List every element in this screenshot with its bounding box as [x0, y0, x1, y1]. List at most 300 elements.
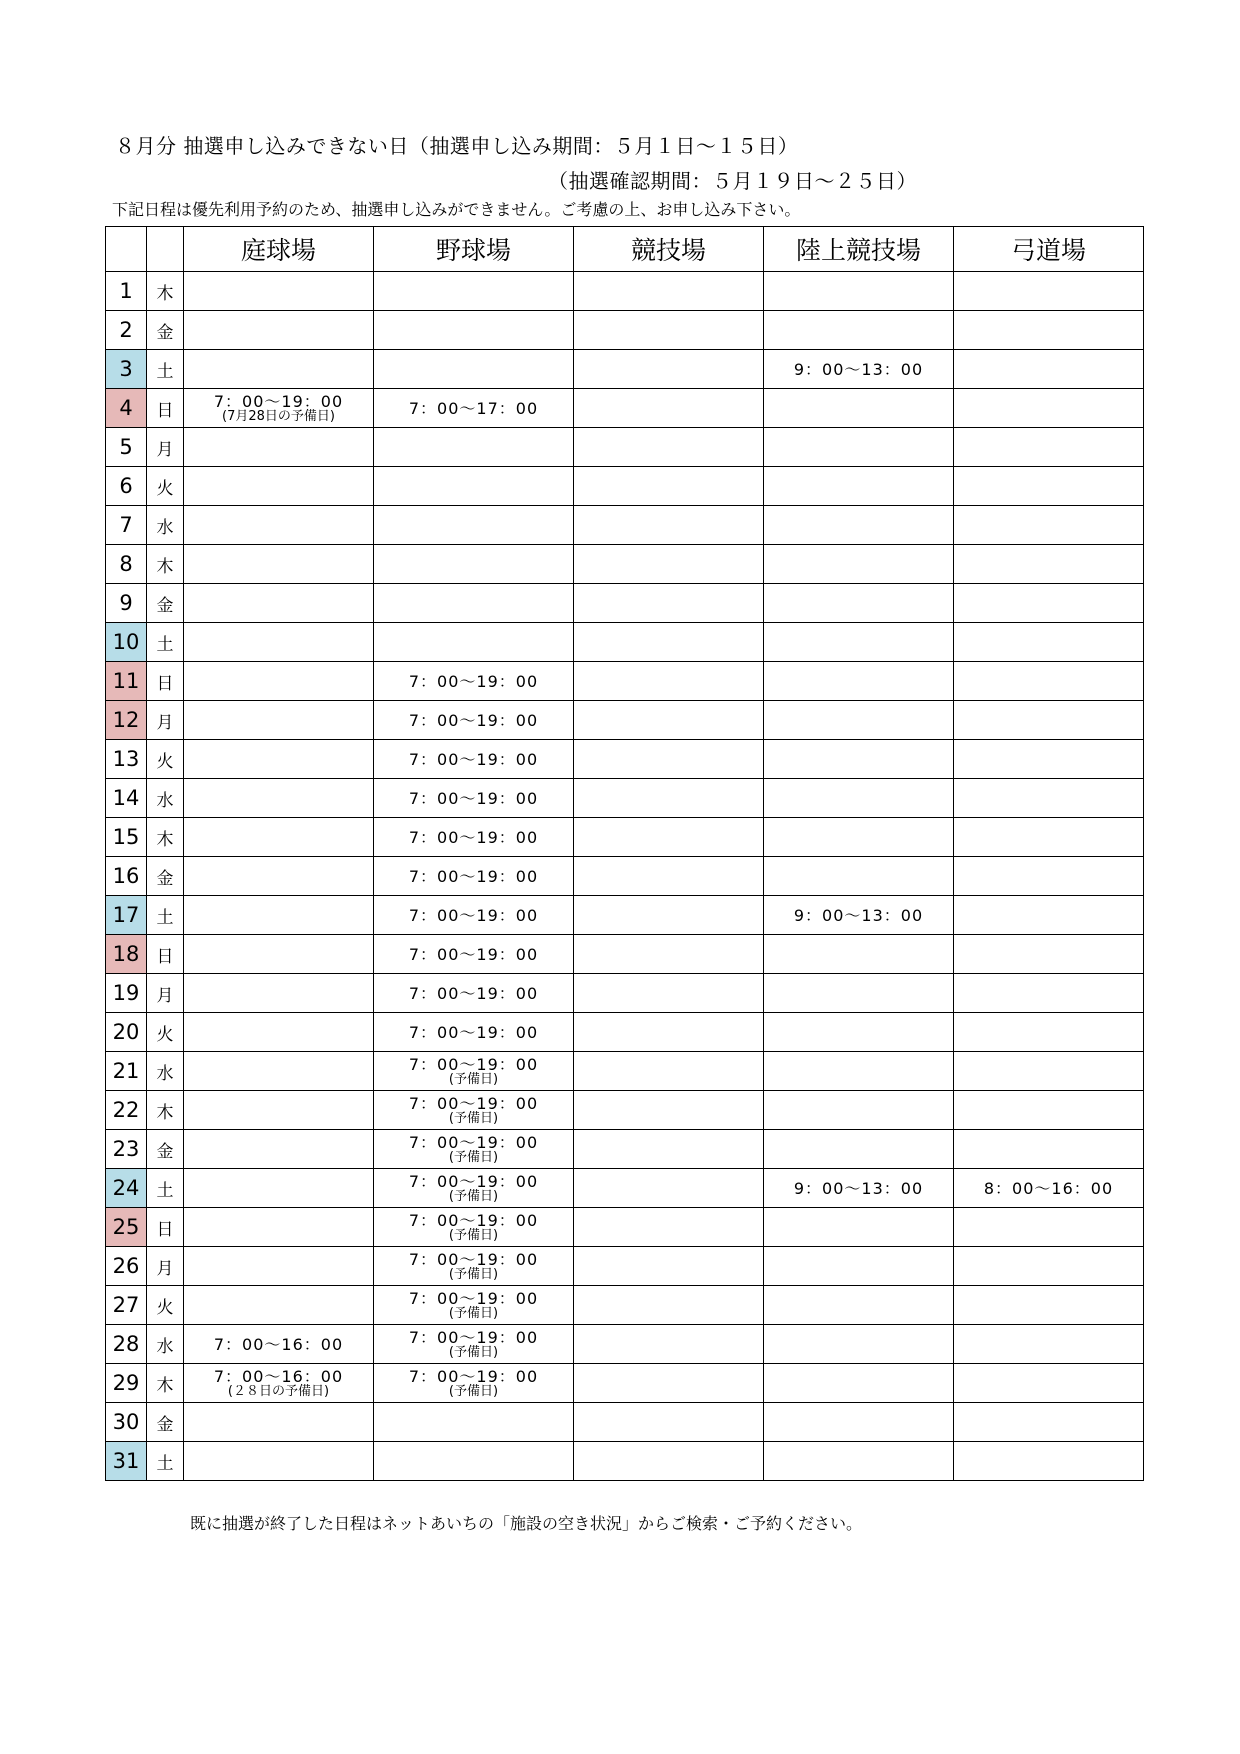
cell-archery: [954, 1208, 1144, 1247]
cell-archery: [954, 1442, 1144, 1481]
day-number: 29: [106, 1364, 147, 1403]
day-number: 6: [106, 467, 147, 506]
cell-stadium: [574, 584, 764, 623]
cell-baseball: [374, 896, 574, 935]
cell-baseball: [374, 350, 574, 389]
reserved-note: (予備日): [448, 1383, 499, 1399]
cell-athletics: [764, 584, 954, 623]
cell-stadium: [574, 545, 764, 584]
cell-tennis: [184, 1403, 374, 1442]
cell-archery: [954, 1325, 1144, 1364]
reserved-time: 7：00～16：00: [213, 1334, 344, 1354]
day-of-week: 木: [147, 1091, 184, 1130]
cell-tennis: [184, 506, 374, 545]
cell-athletics: [764, 896, 954, 935]
reserved-note: (予備日): [448, 1149, 499, 1165]
cell-baseball: [374, 584, 574, 623]
cell-stadium: [574, 1091, 764, 1130]
cell-athletics: [764, 1442, 954, 1481]
table-row: [106, 584, 1144, 623]
cell-archery: [954, 1130, 1144, 1169]
cell-athletics: [764, 1247, 954, 1286]
table-row: [106, 1364, 1144, 1403]
cell-archery: [954, 623, 1144, 662]
cell-tennis: [184, 1442, 374, 1481]
cell-athletics: [764, 1013, 954, 1052]
cell-archery: [954, 740, 1144, 779]
cell-athletics: [764, 779, 954, 818]
cell-baseball: [374, 467, 574, 506]
table-row: [106, 311, 1144, 350]
cell-archery: [954, 779, 1144, 818]
day-of-week: 火: [147, 740, 184, 779]
day-of-week: 金: [147, 311, 184, 350]
cell-baseball: [374, 1442, 574, 1481]
cell-archery: [954, 974, 1144, 1013]
day-number: 27: [106, 1286, 147, 1325]
day-number: 21: [106, 1052, 147, 1091]
page-title: ８月分 抽選申し込みできない日（抽選申し込み期間：５月１日～１５日）: [115, 134, 799, 158]
notice-text: 下記日程は優先利用予約のため、抽選申し込みができません。ご考慮の上、お申し込み下さい。: [112, 200, 801, 219]
cell-archery: [954, 1364, 1144, 1403]
cell-stadium: [574, 272, 764, 311]
table-row: [106, 506, 1144, 545]
cell-athletics: [764, 740, 954, 779]
cell-stadium: [574, 506, 764, 545]
footer-note: 既に抽選が終了した日程はネットあいちの「施設の空き状況」からご検索・ご予約ください。: [190, 1514, 863, 1533]
cell-archery: [954, 662, 1144, 701]
day-of-week: 土: [147, 1169, 184, 1208]
cell-athletics: [764, 1364, 954, 1403]
table-row: [106, 1403, 1144, 1442]
cell-tennis: [184, 974, 374, 1013]
schedule-body: [106, 272, 1144, 1481]
cell-baseball: [374, 818, 574, 857]
day-number: 12: [106, 701, 147, 740]
cell-stadium: [574, 701, 764, 740]
reserved-time: 7：00～16：00: [213, 1366, 344, 1386]
day-number: 20: [106, 1013, 147, 1052]
table-row: [106, 428, 1144, 467]
cell-stadium: [574, 740, 764, 779]
cell-athletics: [764, 1208, 954, 1247]
cell-athletics: [764, 623, 954, 662]
day-of-week: 月: [147, 974, 184, 1013]
reserved-time: 7：00～19：00: [408, 1022, 539, 1042]
cell-baseball: [374, 1091, 574, 1130]
cell-baseball: [374, 623, 574, 662]
cell-tennis: [184, 1247, 374, 1286]
day-of-week: 水: [147, 779, 184, 818]
day-of-week: 金: [147, 584, 184, 623]
table-row: [106, 1208, 1144, 1247]
cell-stadium: [574, 779, 764, 818]
reserved-time: 7：00～19：00: [408, 1210, 539, 1230]
reserved-note: (予備日): [448, 1305, 499, 1321]
cell-archery: [954, 389, 1144, 428]
day-of-week: 土: [147, 896, 184, 935]
cell-tennis: [184, 584, 374, 623]
day-number: 31: [106, 1442, 147, 1481]
cell-baseball: [374, 1013, 574, 1052]
day-of-week: 日: [147, 1208, 184, 1247]
table-row: [106, 740, 1144, 779]
cell-archery: [954, 1403, 1144, 1442]
cell-archery: [954, 1013, 1144, 1052]
cell-baseball: [374, 1130, 574, 1169]
header-athletics: 陸上競技場: [764, 227, 954, 272]
table-row: [106, 1130, 1144, 1169]
cell-stadium: [574, 467, 764, 506]
cell-stadium: [574, 857, 764, 896]
table-row: [106, 896, 1144, 935]
reserved-time: 8：00～16：00: [983, 1178, 1114, 1198]
cell-archery: [954, 818, 1144, 857]
cell-stadium: [574, 1247, 764, 1286]
cell-tennis: [184, 740, 374, 779]
day-of-week: 水: [147, 1325, 184, 1364]
day-of-week: 木: [147, 1364, 184, 1403]
header-archery: 弓道場: [954, 227, 1144, 272]
cell-archery: [954, 1247, 1144, 1286]
cell-archery: [954, 935, 1144, 974]
cell-archery: [954, 1091, 1144, 1130]
reserved-note: (予備日): [448, 1344, 499, 1360]
day-of-week: 金: [147, 1130, 184, 1169]
cell-tennis: [184, 1208, 374, 1247]
cell-stadium: [574, 389, 764, 428]
day-number: 1: [106, 272, 147, 311]
reserved-time: 7：00～19：00: [408, 1132, 539, 1152]
cell-stadium: [574, 428, 764, 467]
cell-baseball: [374, 428, 574, 467]
cell-athletics: [764, 935, 954, 974]
reserved-time: 7：00～19：00: [408, 866, 539, 886]
day-number: 7: [106, 506, 147, 545]
cell-stadium: [574, 1013, 764, 1052]
day-number: 17: [106, 896, 147, 935]
reserved-note: (予備日): [448, 1227, 499, 1243]
cell-stadium: [574, 1052, 764, 1091]
cell-archery: [954, 467, 1144, 506]
cell-stadium: [574, 935, 764, 974]
table-row: [106, 350, 1144, 389]
table-row: [106, 1286, 1144, 1325]
reserved-time: 7：00～19：00: [408, 944, 539, 964]
day-of-week: 木: [147, 818, 184, 857]
cell-baseball: [374, 1169, 574, 1208]
day-number: 13: [106, 740, 147, 779]
cell-stadium: [574, 896, 764, 935]
cell-baseball: [374, 311, 574, 350]
cell-archery: [954, 506, 1144, 545]
reserved-time: 9：00～13：00: [793, 359, 924, 379]
cell-tennis: [184, 1013, 374, 1052]
header-stadium: 競技場: [574, 227, 764, 272]
day-number: 11: [106, 662, 147, 701]
cell-athletics: [764, 1052, 954, 1091]
cell-tennis: [184, 857, 374, 896]
cell-stadium: [574, 1442, 764, 1481]
cell-tennis: [184, 701, 374, 740]
cell-archery: [954, 701, 1144, 740]
cell-athletics: [764, 545, 954, 584]
table-row: [106, 935, 1144, 974]
cell-stadium: [574, 1286, 764, 1325]
day-of-week: 土: [147, 1442, 184, 1481]
reserved-time: 9：00～13：00: [793, 905, 924, 925]
cell-athletics: [764, 1403, 954, 1442]
cell-stadium: [574, 1130, 764, 1169]
cell-baseball: [374, 1325, 574, 1364]
table-row: [106, 857, 1144, 896]
day-number: 19: [106, 974, 147, 1013]
cell-athletics: [764, 857, 954, 896]
cell-tennis: [184, 350, 374, 389]
reserved-time: 7：00～19：00: [408, 983, 539, 1003]
cell-tennis: [184, 935, 374, 974]
cell-baseball: [374, 1208, 574, 1247]
cell-stadium: [574, 1364, 764, 1403]
day-number: 23: [106, 1130, 147, 1169]
day-number: 2: [106, 311, 147, 350]
cell-archery: [954, 896, 1144, 935]
day-of-week: 金: [147, 857, 184, 896]
day-number: 28: [106, 1325, 147, 1364]
cell-stadium: [574, 350, 764, 389]
cell-stadium: [574, 974, 764, 1013]
cell-athletics: [764, 389, 954, 428]
cell-athletics: [764, 272, 954, 311]
day-number: 30: [106, 1403, 147, 1442]
cell-stadium: [574, 1169, 764, 1208]
confirmation-period: （抽選確認期間：５月１９日～２５日）: [548, 169, 917, 193]
cell-tennis: [184, 272, 374, 311]
reserved-time: 7：00～19：00: [408, 1288, 539, 1308]
day-number: 18: [106, 935, 147, 974]
table-row: [106, 467, 1144, 506]
reserved-time: 7：00～19：00: [408, 1249, 539, 1269]
cell-athletics: [764, 701, 954, 740]
cell-tennis: [184, 428, 374, 467]
cell-tennis: [184, 389, 374, 428]
reserved-note: (２８日の予備日): [227, 1383, 330, 1399]
table-row: [106, 1169, 1144, 1208]
day-number: 3: [106, 350, 147, 389]
cell-stadium: [574, 311, 764, 350]
reserved-time: 7：00～19：00: [408, 788, 539, 808]
reserved-time: 7：00～19：00: [408, 1171, 539, 1191]
cell-baseball: [374, 935, 574, 974]
cell-baseball: [374, 974, 574, 1013]
reserved-time: 7：00～19：00: [408, 749, 539, 769]
table-row: [106, 818, 1144, 857]
cell-tennis: [184, 623, 374, 662]
cell-athletics: [764, 311, 954, 350]
cell-baseball: [374, 662, 574, 701]
cell-baseball: [374, 545, 574, 584]
cell-archery: [954, 350, 1144, 389]
cell-athletics: [764, 974, 954, 1013]
cell-athletics: [764, 428, 954, 467]
day-number: 8: [106, 545, 147, 584]
day-of-week: 土: [147, 350, 184, 389]
cell-archery: [954, 545, 1144, 584]
header-dow: [147, 227, 184, 272]
table-row: [106, 662, 1144, 701]
day-number: 15: [106, 818, 147, 857]
cell-baseball: [374, 1247, 574, 1286]
reserved-note: (予備日): [448, 1188, 499, 1204]
cell-stadium: [574, 818, 764, 857]
table-row: [106, 272, 1144, 311]
reserved-note: (予備日): [448, 1071, 499, 1087]
day-number: 10: [106, 623, 147, 662]
cell-archery: [954, 1169, 1144, 1208]
reserved-time: 7：00～19：00: [408, 1327, 539, 1347]
cell-athletics: [764, 818, 954, 857]
table-row: [106, 1091, 1144, 1130]
schedule-table: [105, 226, 1144, 1481]
cell-stadium: [574, 1325, 764, 1364]
reserved-time: 7：00～19：00: [408, 1093, 539, 1113]
cell-baseball: [374, 389, 574, 428]
cell-tennis: [184, 1130, 374, 1169]
cell-tennis: [184, 818, 374, 857]
reserved-note: (7月28日の予備日): [222, 408, 335, 424]
cell-stadium: [574, 623, 764, 662]
reserved-note: (予備日): [448, 1110, 499, 1126]
reserved-time: 9：00～13：00: [793, 1178, 924, 1198]
cell-tennis: [184, 1052, 374, 1091]
reserved-time: 7：00～19：00: [408, 1054, 539, 1074]
day-of-week: 火: [147, 467, 184, 506]
header-day: [106, 227, 147, 272]
cell-athletics: [764, 1286, 954, 1325]
cell-stadium: [574, 1208, 764, 1247]
cell-baseball: [374, 1286, 574, 1325]
cell-athletics: [764, 1091, 954, 1130]
day-number: 4: [106, 389, 147, 428]
day-of-week: 月: [147, 701, 184, 740]
table-row: [106, 545, 1144, 584]
cell-tennis: [184, 1286, 374, 1325]
reserved-time: 7：00～19：00: [408, 1366, 539, 1386]
cell-archery: [954, 857, 1144, 896]
table-row: [106, 779, 1144, 818]
day-of-week: 木: [147, 545, 184, 584]
day-of-week: 月: [147, 428, 184, 467]
cell-tennis: [184, 1169, 374, 1208]
cell-archery: [954, 428, 1144, 467]
cell-baseball: [374, 701, 574, 740]
table-row: [106, 1247, 1144, 1286]
cell-tennis: [184, 1364, 374, 1403]
reserved-note: (予備日): [448, 1266, 499, 1282]
reserved-time: 7：00～19：00: [408, 827, 539, 847]
cell-tennis: [184, 311, 374, 350]
reserved-time: 7：00～19：00: [408, 671, 539, 691]
cell-athletics: [764, 506, 954, 545]
cell-tennis: [184, 1091, 374, 1130]
day-number: 9: [106, 584, 147, 623]
day-of-week: 日: [147, 935, 184, 974]
cell-archery: [954, 311, 1144, 350]
cell-baseball: [374, 779, 574, 818]
cell-tennis: [184, 662, 374, 701]
day-number: 16: [106, 857, 147, 896]
day-of-week: 火: [147, 1013, 184, 1052]
cell-baseball: [374, 506, 574, 545]
cell-athletics: [764, 350, 954, 389]
day-number: 22: [106, 1091, 147, 1130]
day-of-week: 金: [147, 1403, 184, 1442]
cell-tennis: [184, 896, 374, 935]
day-of-week: 月: [147, 1247, 184, 1286]
header-tennis: 庭球場: [184, 227, 374, 272]
day-number: 25: [106, 1208, 147, 1247]
cell-athletics: [764, 662, 954, 701]
table-row: [106, 623, 1144, 662]
day-of-week: 水: [147, 506, 184, 545]
cell-tennis: [184, 779, 374, 818]
cell-stadium: [574, 662, 764, 701]
cell-baseball: [374, 1403, 574, 1442]
day-of-week: 火: [147, 1286, 184, 1325]
cell-archery: [954, 584, 1144, 623]
cell-athletics: [764, 1325, 954, 1364]
table-row: [106, 389, 1144, 428]
table-row: [106, 1325, 1144, 1364]
cell-baseball: [374, 1364, 574, 1403]
reserved-time: 7：00～19：00: [408, 710, 539, 730]
day-number: 24: [106, 1169, 147, 1208]
cell-athletics: [764, 1130, 954, 1169]
cell-baseball: [374, 272, 574, 311]
cell-athletics: [764, 1169, 954, 1208]
cell-archery: [954, 1286, 1144, 1325]
cell-stadium: [574, 1403, 764, 1442]
reserved-time: 7：00～19：00: [408, 905, 539, 925]
cell-tennis: [184, 467, 374, 506]
table-row: [106, 701, 1144, 740]
day-number: 14: [106, 779, 147, 818]
day-of-week: 土: [147, 623, 184, 662]
table-row: [106, 1013, 1144, 1052]
day-of-week: 日: [147, 389, 184, 428]
cell-archery: [954, 272, 1144, 311]
table-row: [106, 1442, 1144, 1481]
reserved-time: 7：00～19：00: [213, 391, 344, 411]
day-of-week: 日: [147, 662, 184, 701]
cell-baseball: [374, 1052, 574, 1091]
day-of-week: 木: [147, 272, 184, 311]
header-baseball: 野球場: [374, 227, 574, 272]
table-header-row: [106, 227, 1144, 272]
cell-archery: [954, 1052, 1144, 1091]
cell-baseball: [374, 857, 574, 896]
day-of-week: 水: [147, 1052, 184, 1091]
cell-baseball: [374, 740, 574, 779]
reserved-time: 7：00～17：00: [408, 398, 539, 418]
table-row: [106, 974, 1144, 1013]
cell-tennis: [184, 1325, 374, 1364]
day-number: 5: [106, 428, 147, 467]
cell-tennis: [184, 545, 374, 584]
day-number: 26: [106, 1247, 147, 1286]
table-row: [106, 1052, 1144, 1091]
cell-athletics: [764, 467, 954, 506]
